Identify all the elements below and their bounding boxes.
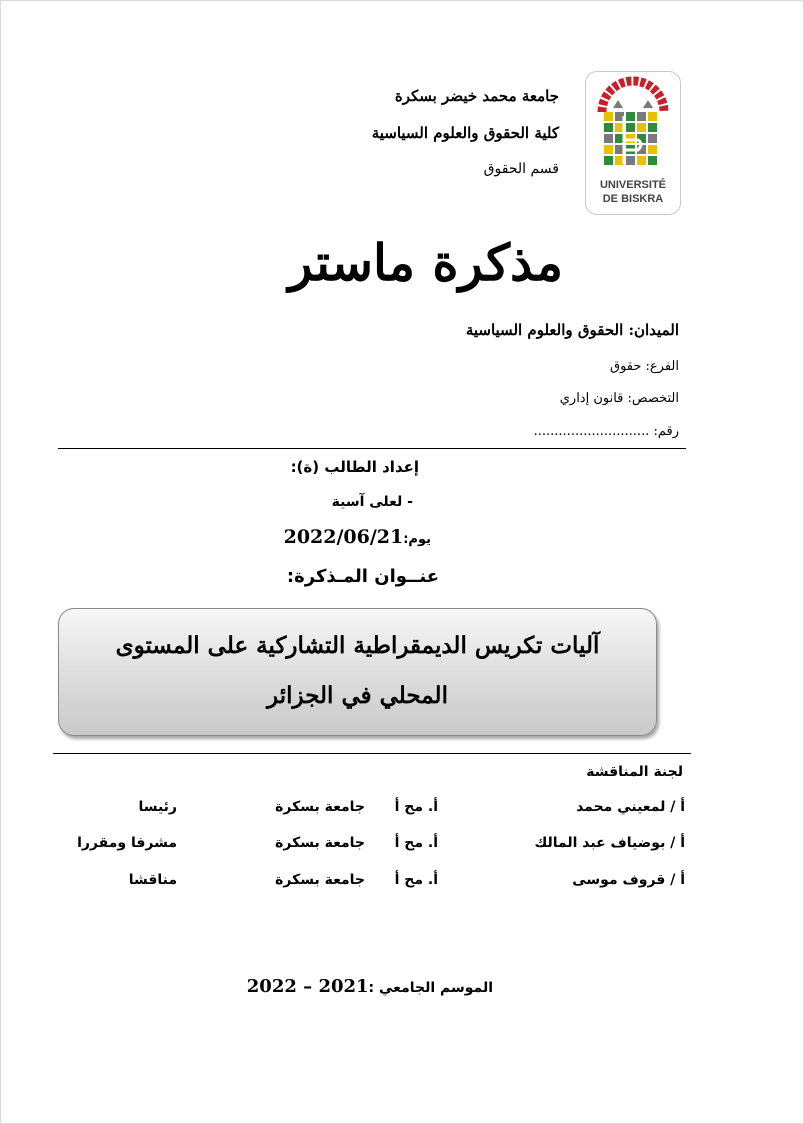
- student-name: - لعلى آسية: [331, 494, 413, 510]
- memo-title: مذكرة ماستر: [288, 233, 563, 292]
- university-emblem-icon: [586, 72, 680, 214]
- logo-text-line1: UNIVERSITÉ: [599, 179, 667, 191]
- member-name: أ / بوضياف عبد المالك: [534, 835, 685, 851]
- member-role: رئيسا: [138, 799, 177, 815]
- date-value: 2022/06/21: [283, 526, 404, 548]
- member-university: جامعة بسكرة: [275, 799, 365, 815]
- member-rank: أ. مح أ: [394, 872, 438, 888]
- member-rank: أ. مح أ: [394, 835, 438, 851]
- defense-date: [284, 526, 431, 548]
- thesis-title-line1: آليات تكريس الديمقراطية التشاركية على المستوى: [115, 632, 600, 659]
- bottom-divider: [53, 753, 691, 754]
- thesis-title-line2: المحلي في الجزائر: [267, 682, 448, 709]
- date-label: يوم:: [403, 532, 431, 547]
- university-logo: [585, 71, 681, 215]
- field-domain: الميدان: الحقوق والعلوم السياسية: [465, 321, 679, 339]
- season-value: 2021 – 2022: [246, 976, 369, 997]
- field-specialty: التخصص: قانون إداري: [559, 391, 679, 406]
- field-branch: الفرع: حقوق: [609, 359, 679, 374]
- logo-text-line2: DE BISKRA: [602, 193, 664, 205]
- committee-row: [1, 799, 804, 823]
- season-label: الموسم الجامعي :: [368, 980, 493, 996]
- member-university: جامعة بسكرة: [275, 835, 365, 851]
- field-number: رقم: ............................: [533, 424, 679, 439]
- member-role: مناقشا: [128, 872, 177, 888]
- committee-row: [1, 872, 804, 896]
- member-role: مشرفا ومقررا: [77, 835, 177, 851]
- member-name: أ / قروف موسى: [572, 872, 685, 888]
- member-name: أ / لمعيني محمد: [576, 799, 685, 815]
- university-name: جامعة محمد خيضر بسكرة: [394, 87, 559, 105]
- thesis-title-label: عنــوان المـذكرة:: [286, 566, 439, 587]
- faculty-name: كلية الحقوق والعلوم السياسية: [371, 124, 559, 142]
- committee-heading: لجنة المناقشة: [586, 764, 683, 780]
- thesis-title-box: [58, 608, 657, 736]
- department-name: قسم الحقوق: [483, 161, 559, 177]
- committee-row: [1, 835, 804, 859]
- student-label: إعداد الطالب (ة):: [290, 458, 419, 476]
- academic-season: [247, 976, 493, 997]
- member-rank: أ. مح أ: [394, 799, 438, 815]
- top-divider: [58, 448, 686, 449]
- member-university: جامعة بسكرة: [275, 872, 365, 888]
